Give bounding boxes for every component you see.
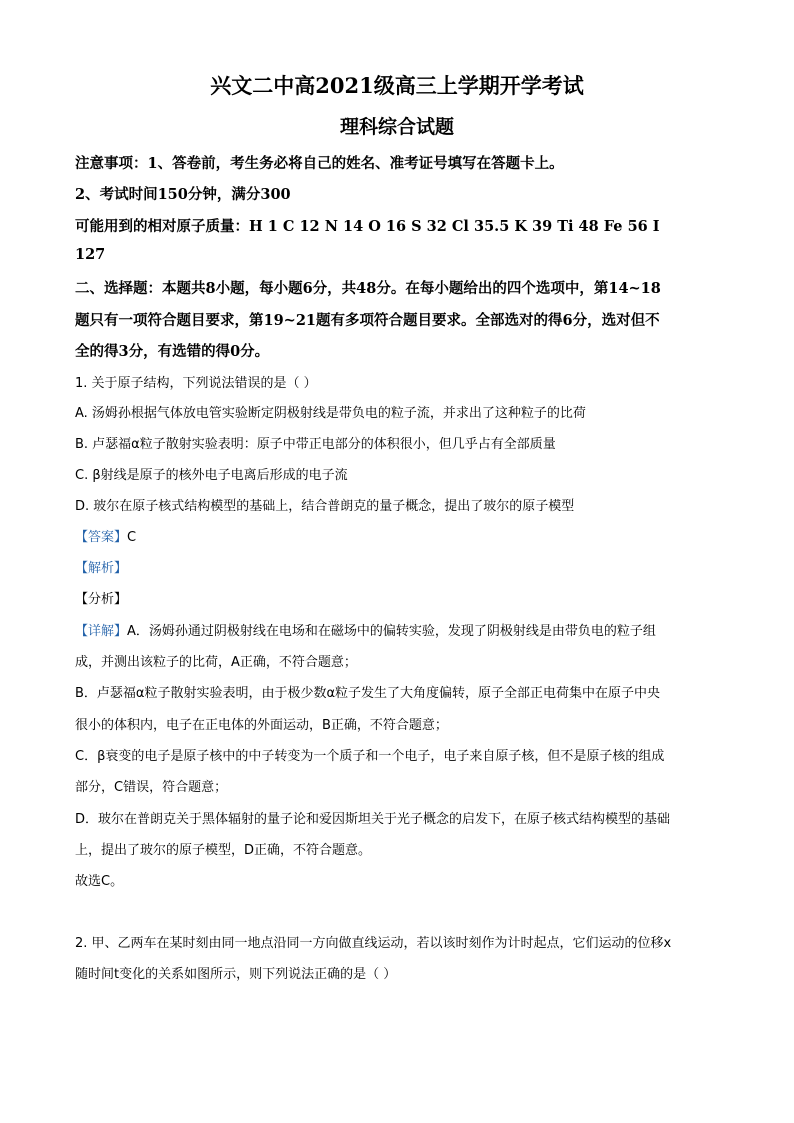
q1-option-c: C. β射线是原子的核外电子电离后形成的电子流: [75, 468, 348, 483]
section-intro-3: 全的得3分，有选错的得0分。: [75, 343, 270, 360]
atomic-mass-line-cont: 127: [75, 246, 106, 263]
section-intro-1: 二、选择题：本题共8小题，每小题6分，共48分。在每小题给出的四个选项中，第14~18: [75, 280, 661, 297]
section-intro-2: 题只有一项符合题目要求，第19~21题有多项符合题目要求。全部选对的得6分，选对但不: [75, 312, 660, 329]
detail-line-7: D．玻尔在普朗克关于黑体辐射的量子论和爱因斯坦关于光子概念的启发下，在原子核式结构模型的基础: [75, 812, 671, 827]
detail-line-2: 成，并测出该粒子的比荷，A正确，不符合题意；: [75, 655, 357, 670]
q1-option-d: D. 玻尔在原子核式结构模型的基础上，结合普朗克的量子概念，提出了玻尔的原子模型: [75, 499, 575, 514]
detail-line-4: 很小的体积内，电子在正电体的外面运动，B正确，不符合题意；: [75, 718, 448, 733]
detail-text: A．汤姆孙通过阴极射线在电场和在磁场中的偏转实验，发现了阴极射线是由带负电的粒子组: [127, 624, 656, 639]
q2-stem-line-1: 2. 甲、乙两车在某时刻由同一地点沿同一方向做直线运动，若以该时刻作为计时起点，它们运动的位移x: [75, 936, 672, 951]
analysis-label: 【解析】: [75, 561, 128, 576]
detail-label: 【详解】: [75, 624, 128, 639]
notes-line-2: 2、考试时间150分钟，满分300: [75, 186, 291, 203]
q1-stem: 1. 关于原子结构，下列说法错误的是（ ）: [75, 376, 317, 391]
q1-answer: [75, 526, 136, 545]
q1-option-b: B. 卢瑟福α粒子散射实验表明：原子中带正电部分的体积很小，但几乎占有全部质量: [75, 437, 556, 452]
answer-label: 【答案】: [75, 530, 128, 545]
detail-line-8: 上，提出了玻尔的原子模型，D正确，不符合题意。: [75, 843, 372, 858]
q1-option-a: A. 汤姆孙根据气体放电管实验断定阴极射线是带负电的粒子流，并求出了这种粒子的比荷: [75, 406, 586, 421]
atomic-mass-line: 可能用到的相对原子质量：H 1 C 12 N 14 O 16 S 32 Cl 35.5 K 39 Ti 48 Fe 56 I: [75, 218, 660, 235]
answer-value: C: [127, 530, 137, 545]
page-title: 兴文二中高2021级高三上学期开学考试: [210, 73, 584, 98]
conclusion: 故选C。: [75, 874, 124, 889]
detail-line-1: [75, 620, 656, 639]
detail-line-3: B．卢瑟福α粒子散射实验表明，由于极少数α粒子发生了大角度偏转，原子全部正电荷集中在原子中央: [75, 686, 661, 701]
q2-stem-line-2: 随时间t变化的关系如图所示，则下列说法正确的是（ ）: [75, 967, 397, 982]
page-subtitle: 理科综合试题: [339, 116, 454, 138]
notes-line-1: 注意事项：1、答卷前，考生务必将自己的姓名、准考证号填写在答题卡上。: [75, 155, 564, 172]
breakdown-label: 【分析】: [75, 592, 128, 607]
detail-line-5: C．β衰变的电子是原子核中的中子转变为一个质子和一个电子，电子来自原子核，但不是原子核的组成: [75, 749, 665, 764]
detail-line-6: 部分，C错误，符合题意；: [75, 780, 228, 795]
